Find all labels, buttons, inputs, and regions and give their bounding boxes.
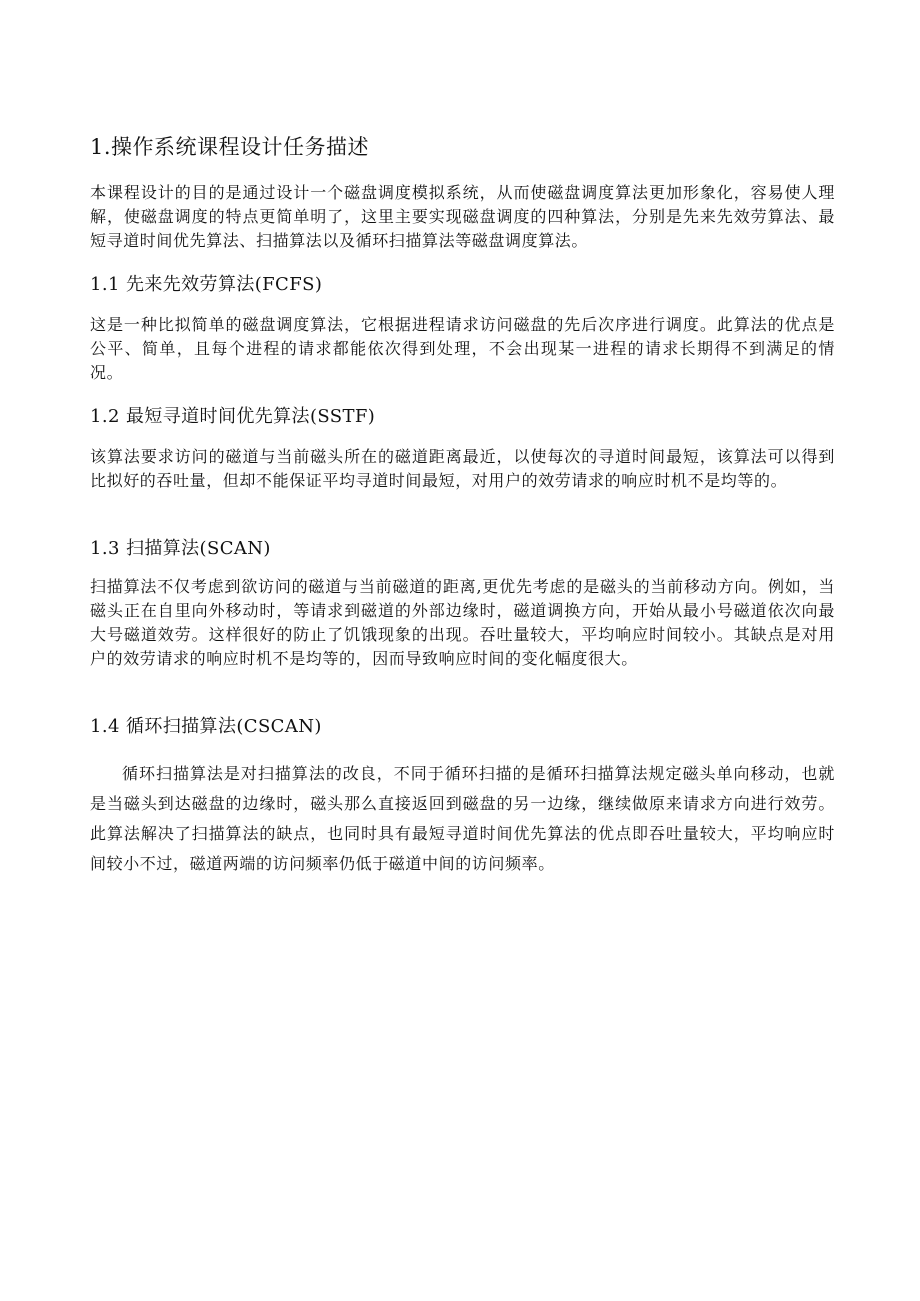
section-body-scan: 扫描算法不仅考虑到欲访问的磁道与当前磁道的距离,更优先考虑的是磁头的当前移动方向。例如，当磁头正在自里向外移动时，等请求到磁道的外部边缘时，磁道调换方向，开始从最小号磁道依次向最大号磁道效劳。这样很好的防止了饥饿现象的出现。吞吐量较大，平均响应时间较小。其缺点是对用户的效劳请求的响应时机不是均等的，因而导致响应时间的变化幅度很大。 xyxy=(90,577,835,668)
section-body-cscan: 循环扫描算法是对扫描算法的改良，不同于循环扫描的是循环扫描算法规定磁头单向移动，也就是当磁头到达磁盘的边缘时，磁头那么直接返回到磁盘的另一边缘，继续做原来请求方向进行效劳。此算法解决了扫描算法的缺点，也同时具有最短寻道时间优先算法的优点即吞吐量较大，平均响应时间较小不过，磁道两端的访问频率仍低于磁道中间的访问频率。 xyxy=(90,764,835,873)
section-heading-sstf: 1.2 最短寻道时间优先算法(SSTF) xyxy=(90,406,376,427)
section-heading-scan: 1.3 扫描算法(SCAN) xyxy=(90,538,271,559)
intro-paragraph: 本课程设计的目的是通过设计一个磁盘调度模拟系统，从而使磁盘调度算法更加形象化，容易使人理解，使磁盘调度的特点更简单明了，这里主要实现磁盘调度的四种算法，分别是先来先效劳算法、最短寻道时间优先算法、扫描算法以及循环扫描算法等磁盘调度算法。 xyxy=(90,183,835,250)
section-body-fcfs: 这是一种比拟简单的磁盘调度算法，它根据进程请求访问磁盘的先后次序进行调度。此算法的优点是公平、简单，且每个进程的请求都能依次得到处理，不会出现某一进程的请求长期得不到满足的情况。 xyxy=(90,315,835,382)
page-title: 1.操作系统课程设计任务描述 xyxy=(90,135,370,159)
section-heading-fcfs: 1.1 先来先效劳算法(FCFS) xyxy=(90,274,323,295)
section-body-sstf: 该算法要求访问的磁道与当前磁头所在的磁道距离最近，以使每次的寻道时间最短，该算法可以得到比拟好的吞吐量，但却不能保证平均寻道时间最短，对用户的效劳请求的响应时机不是均等的。 xyxy=(90,447,835,490)
section-heading-cscan: 1.4 循环扫描算法(CSCAN) xyxy=(90,716,322,737)
